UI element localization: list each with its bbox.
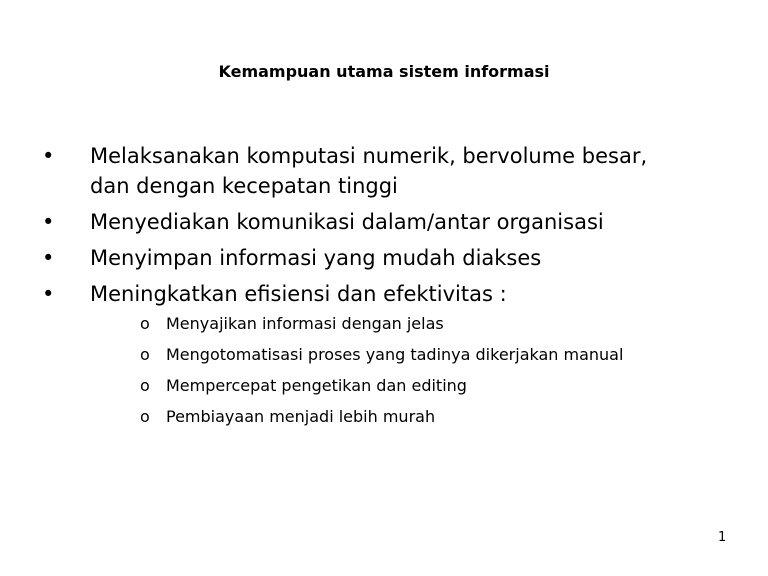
- sub-bullet-marker: o: [140, 345, 150, 364]
- sub-bullet-item: [90, 313, 768, 335]
- slide-title: Kemampuan utama sistem informasi: [218, 62, 550, 81]
- sub-bullet-text: Mempercepat pengetikan dan editing: [166, 376, 467, 395]
- sub-bullet-text: Menyajikan informasi dengan jelas: [166, 314, 444, 333]
- bullet-text: Melaksanakan komputasi numerik, bervolume besar, dan dengan kecepatan tinggi: [90, 144, 648, 198]
- bullet-text: Menyediakan komunikasi dalam/antar organisasi: [90, 210, 604, 234]
- sub-bullet-text: Pembiayaan menjadi lebih murah: [166, 407, 436, 426]
- bullet-text: Menyimpan informasi yang mudah diakses: [90, 246, 542, 270]
- sub-bullet-item: [90, 344, 768, 366]
- bullet-item: [0, 279, 768, 428]
- sub-bullet-marker: o: [140, 376, 150, 395]
- bullet-text: Meningkatkan efisiensi dan efektivitas :: [90, 282, 507, 306]
- bullet-item: [0, 141, 690, 201]
- sub-bullet-item: [90, 375, 768, 397]
- sub-bullet-list: [90, 313, 768, 428]
- bullet-marker: •: [42, 246, 55, 270]
- bullet-marker: •: [42, 144, 55, 168]
- bullet-item: [0, 207, 768, 237]
- bullet-item: [0, 243, 768, 273]
- bullet-list: [0, 141, 768, 437]
- bullet-marker: •: [42, 282, 55, 306]
- sub-bullet-text: Mengotomatisasi proses yang tadinya dikerjakan manual: [166, 345, 624, 364]
- page-number: 1: [718, 530, 727, 545]
- sub-bullet-item: [90, 406, 768, 428]
- sub-bullet-marker: o: [140, 407, 150, 426]
- bullet-marker: •: [42, 210, 55, 234]
- sub-bullet-marker: o: [140, 314, 150, 333]
